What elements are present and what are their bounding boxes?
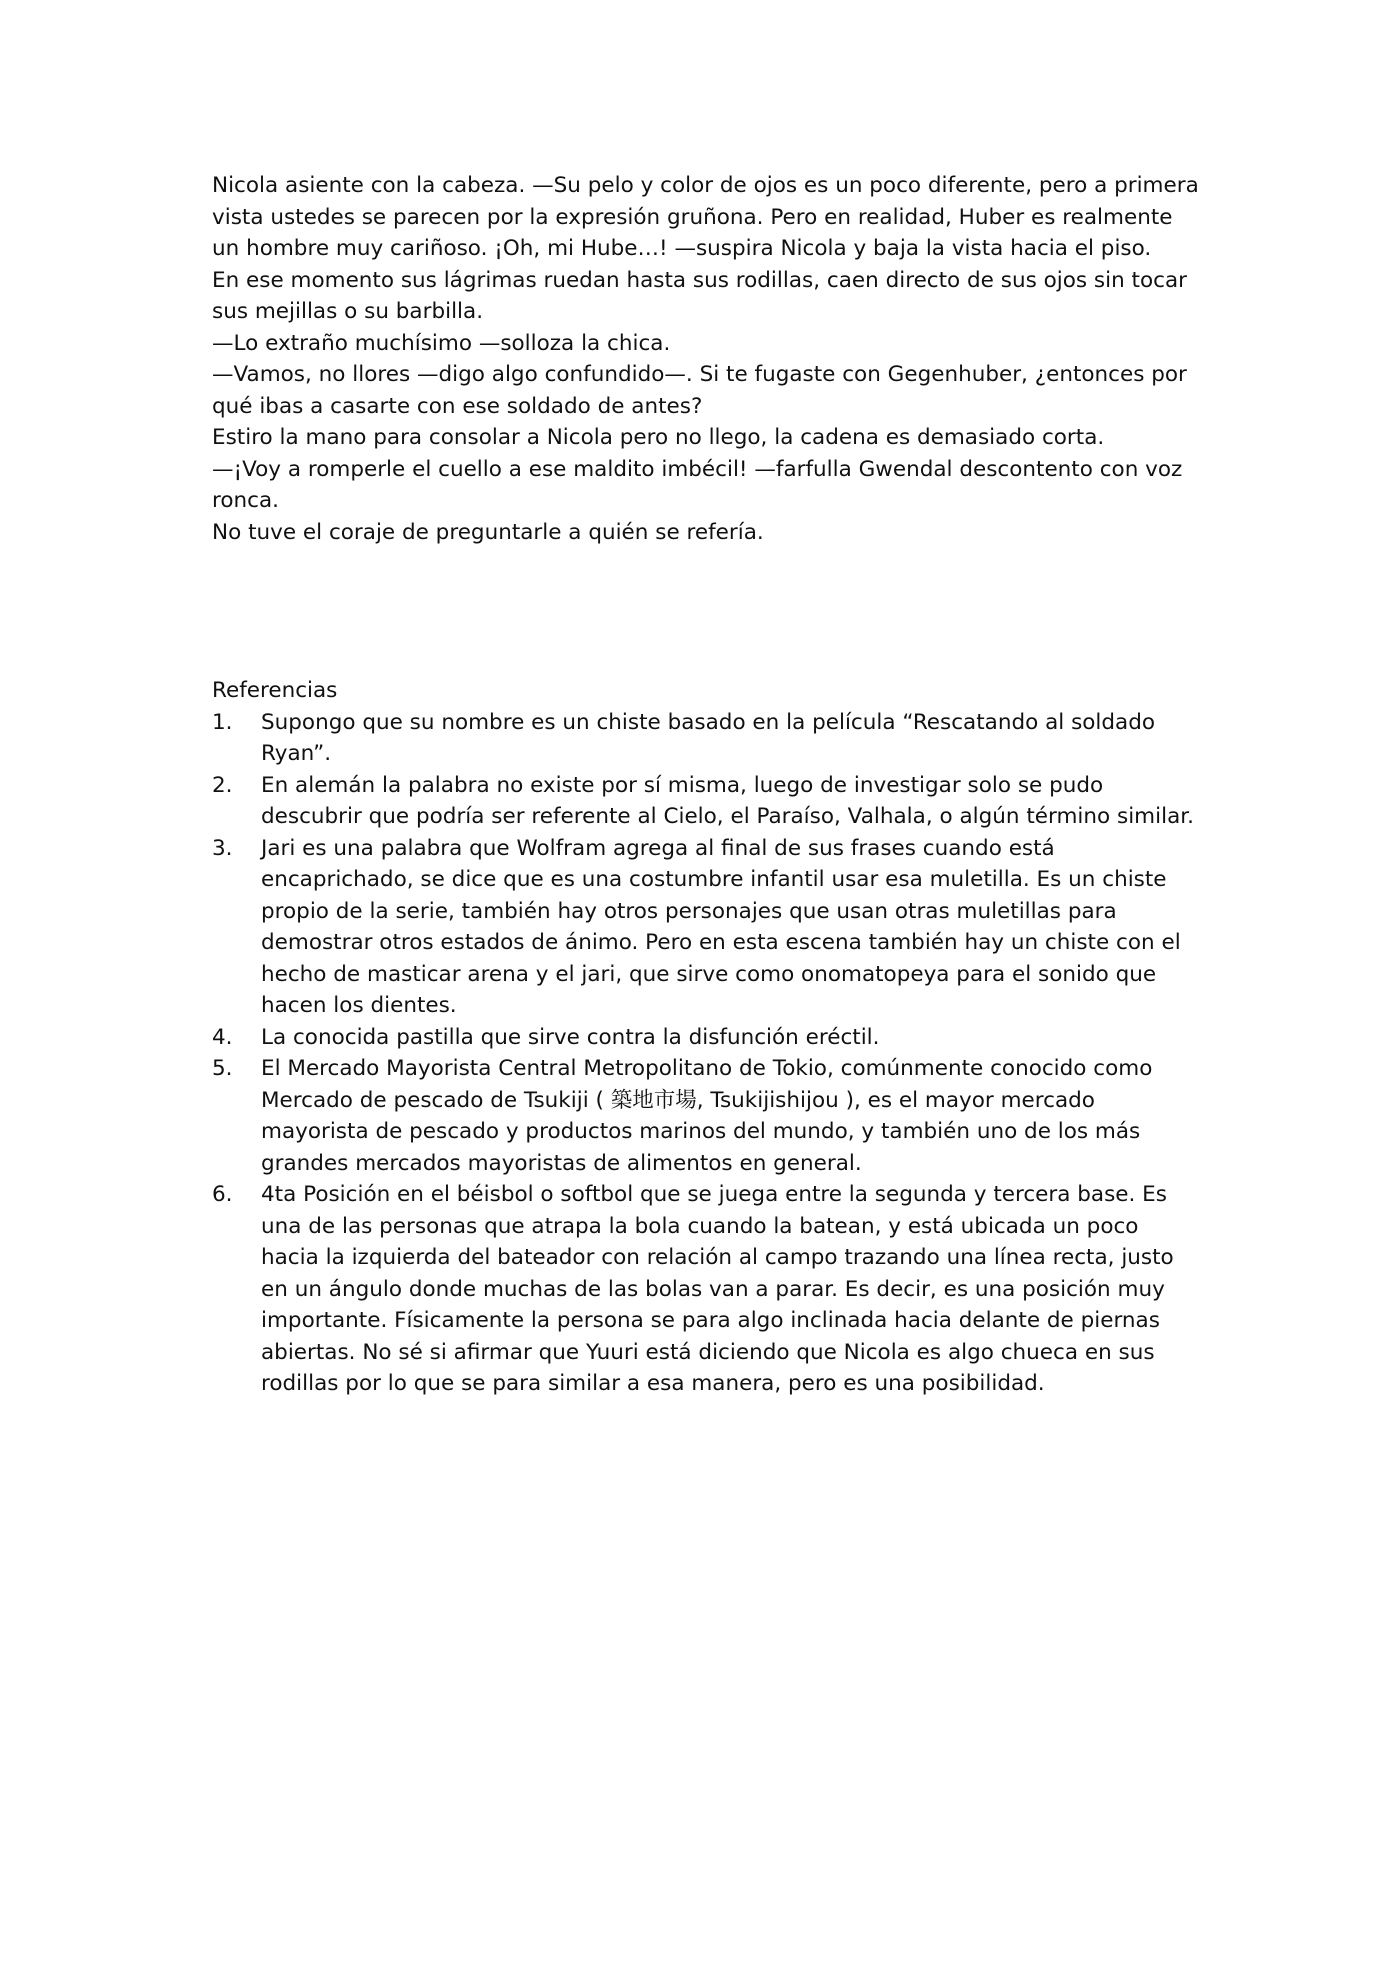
reference-number: 4. [212, 1024, 233, 1050]
body-paragraph: Estiro la mano para consolar a Nicola pero no llego, la cadena es demasiado corta. [212, 425, 1105, 450]
reference-number: 1. [212, 709, 233, 735]
reference-item [212, 707, 1202, 770]
reference-item [212, 1179, 1202, 1400]
body-paragraph: —¡Voy a romperle el cuello a ese maldito imbécil! —farfulla Gwendal descontento con voz ronca. [212, 456, 1183, 513]
reference-text: En alemán la palabra no existe por sí misma, luego de investigar solo se pudo descubrir que podría ser referente al Cielo, el Paraíso, Valhala, o algún término similar. [261, 772, 1194, 829]
reference-number: 3. [212, 835, 233, 861]
references-list [212, 707, 1202, 1400]
reference-number: 2. [212, 772, 233, 798]
reference-item [212, 770, 1202, 833]
body-paragraph: —Vamos, no llores —digo algo confundido—. Si te fugaste con Gegenhuber, ¿entonces por qué ibas a casarte con ese soldado de antes? [212, 362, 1187, 419]
reference-text: Jari es una palabra que Wolfram agrega al final de sus frases cuando está encaprichado, se dice que es una costumbre infantil usar esa muletilla. Es un chiste propio de la serie, también hay otros personajes que usan otras muletillas para demostrar otros estados de ánimo. Pero en esta escena también hay un chiste con el hecho de masticar arena y el jari, que sirve como onomatopeya para el sonido que hacen los dientes. [261, 835, 1181, 1018]
reference-text: La conocida pastilla que sirve contra la disfunción eréctil. [261, 1024, 880, 1050]
story-body [212, 170, 1202, 548]
body-paragraph: —Lo extraño muchísimo —solloza la chica. [212, 330, 671, 356]
reference-text: Supongo que su nombre es un chiste basado en la película “Rescatando al soldado Ryan”. [261, 709, 1156, 766]
reference-item [212, 1053, 1202, 1179]
body-paragraph: No tuve el coraje de preguntarle a quién se refería. [212, 519, 764, 545]
reference-number: 5. [212, 1056, 233, 1081]
reference-text: El Mercado Mayorista Central Metropolitano de Tokio, comúnmente conocido como Mercado de pescado de Tsukiji ( 築地市場, Tsukijishijou ), es el mayor mercado mayorista de pescado y productos marinos del mundo, y también uno de los más grandes mercados mayoristas de alimentos en general. [261, 1056, 1153, 1176]
reference-number: 6. [212, 1182, 233, 1207]
references-heading: Referencias [212, 678, 338, 703]
reference-text: 4ta Posición en el béisbol o softbol que se juega entre la segunda y tercera base. Es una de las personas que atrapa la bola cuando la batean, y está ubicada un poco hacia la izquierda del bateador con relación al campo trazando una línea recta, justo en un ángulo donde muchas de las bolas van a parar. Es decir, es una posición muy importante. Físicamente la persona se para algo inclinada hacia delante de piernas abiertas. No sé si afirmar que Yuuri está diciendo que Nicola es algo chueca en sus rodillas por lo que se para similar a esa manera, pero es una posibilidad. [261, 1182, 1174, 1396]
body-paragraph: En ese momento sus lágrimas ruedan hasta sus rodillas, caen directo de sus ojos sin tocar sus mejillas o su barbilla. [212, 267, 1187, 324]
body-paragraph: Nicola asiente con la cabeza. —Su pelo y color de ojos es un poco diferente, pero a primera vista ustedes se parecen por la expresión gruñona. Pero en realidad, Huber es realmente un hombre muy cariñoso. ¡Oh, mi Hube…! —suspira Nicola y baja la vista hacia el piso. [212, 173, 1199, 261]
reference-item [212, 1022, 1202, 1054]
reference-item [212, 833, 1202, 1022]
references-section [212, 675, 1202, 1400]
